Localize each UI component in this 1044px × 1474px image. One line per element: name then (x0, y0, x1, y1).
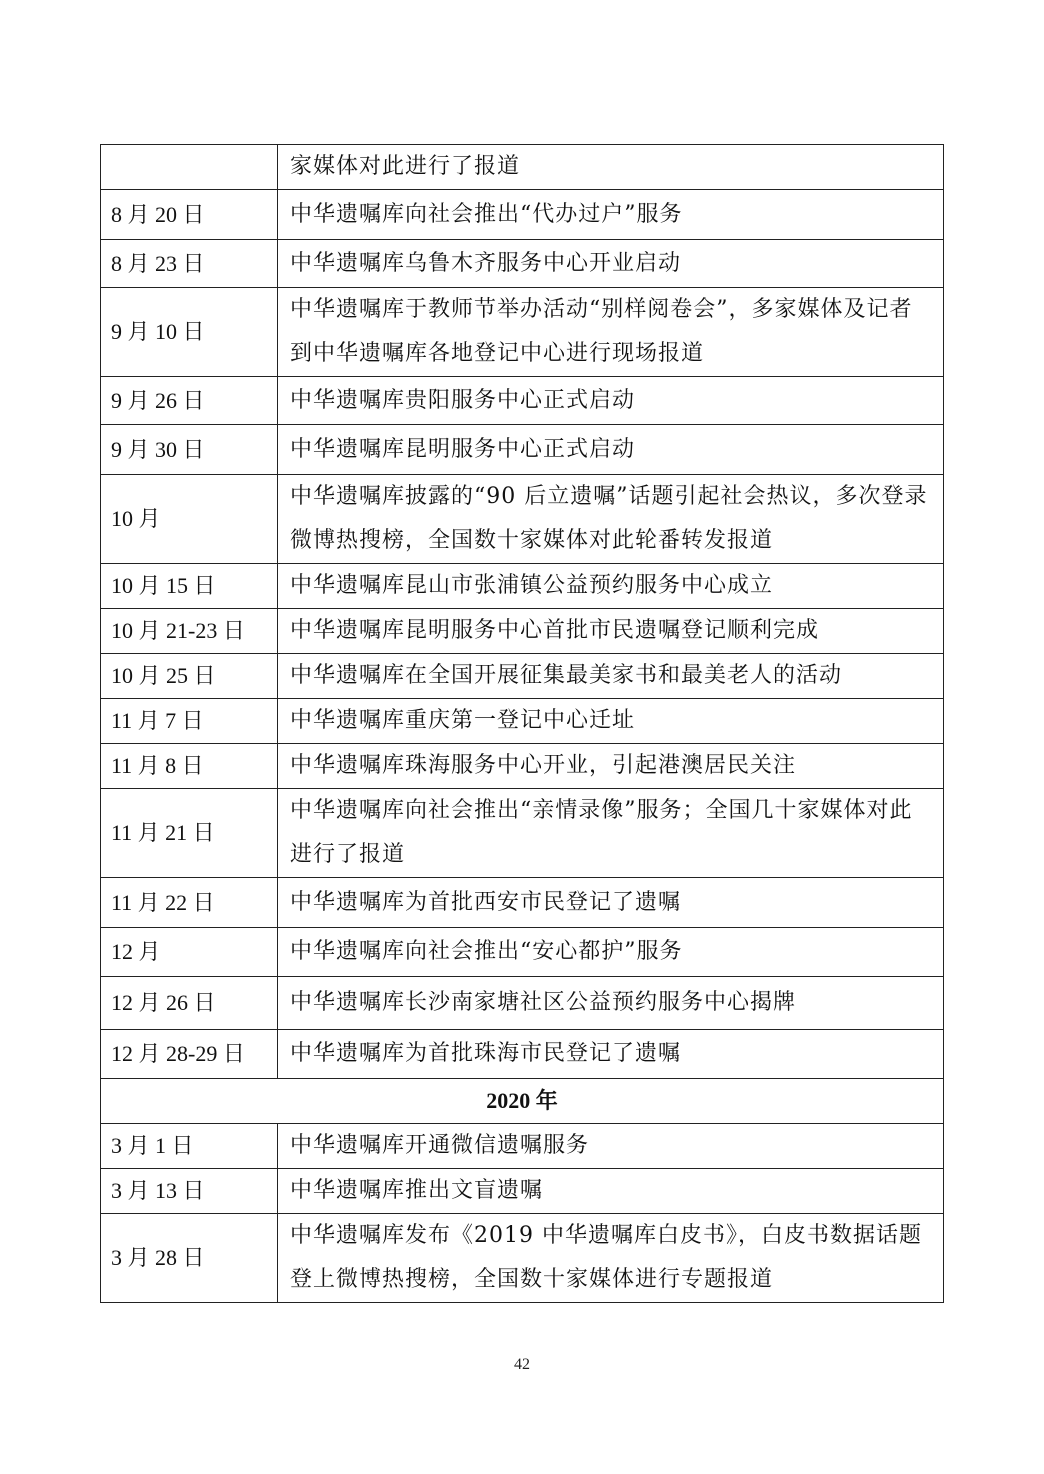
date-cell: 9 月 10 日 (101, 288, 278, 377)
date-cell: 10 月 21-23 日 (101, 609, 278, 654)
date-cell: 3 月 1 日 (101, 1124, 278, 1169)
event-cell: 中华遗嘱库昆山市张浦镇公益预约服务中心成立 (278, 564, 944, 609)
date-cell: 10 月 (101, 475, 278, 564)
date-cell: 11 月 21 日 (101, 789, 278, 878)
table-row (101, 1124, 944, 1169)
event-cell: 中华遗嘱库为首批珠海市民登记了遗嘱 (278, 1030, 944, 1079)
event-cell: 中华遗嘱库贵阳服务中心正式启动 (278, 377, 944, 425)
table-row (101, 564, 944, 609)
table-row (101, 977, 944, 1030)
table-row (101, 878, 944, 928)
event-cell: 中华遗嘱库昆明服务中心首批市民遗嘱登记顺利完成 (278, 609, 944, 654)
event-cell: 中华遗嘱库重庆第一登记中心迁址 (278, 699, 944, 744)
event-cell: 中华遗嘱库乌鲁木齐服务中心开业启动 (278, 240, 944, 288)
date-cell: 12 月 26 日 (101, 977, 278, 1030)
event-cell: 中华遗嘱库披露的“90 后立遗嘱”话题引起社会热议，多次登录微博热搜榜，全国数十家媒体对此轮番转发报道 (278, 475, 944, 564)
page-number: 42 (514, 1356, 530, 1373)
event-cell: 中华遗嘱库向社会推出“亲情录像”服务；全国几十家媒体对此进行了报道 (278, 789, 944, 878)
table-row (101, 744, 944, 789)
date-cell: 11 月 8 日 (101, 744, 278, 789)
table-row (101, 1214, 944, 1303)
event-cell: 中华遗嘱库向社会推出“代办过户”服务 (278, 190, 944, 240)
table-row (101, 1030, 944, 1079)
table-row (101, 699, 944, 744)
table-row (101, 145, 944, 190)
event-cell: 中华遗嘱库长沙南家塘社区公益预约服务中心揭牌 (278, 977, 944, 1030)
table-row (101, 288, 944, 377)
event-cell: 中华遗嘱库向社会推出“安心都护”服务 (278, 928, 944, 977)
date-cell: 9 月 30 日 (101, 425, 278, 475)
date-cell: 8 月 23 日 (101, 240, 278, 288)
timeline-table (100, 144, 944, 1303)
date-cell: 11 月 22 日 (101, 878, 278, 928)
date-cell: 10 月 15 日 (101, 564, 278, 609)
date-cell: 10 月 25 日 (101, 654, 278, 699)
table-row (101, 609, 944, 654)
table-row (101, 1169, 944, 1214)
date-cell (101, 145, 278, 190)
date-cell: 12 月 (101, 928, 278, 977)
table-row (101, 654, 944, 699)
date-cell: 8 月 20 日 (101, 190, 278, 240)
date-cell: 9 月 26 日 (101, 377, 278, 425)
table-row (101, 928, 944, 977)
event-cell: 中华遗嘱库发布《2019 中华遗嘱库白皮书》，白皮书数据话题登上微博热搜榜，全国数十家媒体进行专题报道 (278, 1214, 944, 1303)
event-cell: 中华遗嘱库珠海服务中心开业，引起港澳居民关注 (278, 744, 944, 789)
table-row (101, 789, 944, 878)
date-cell: 12 月 28-29 日 (101, 1030, 278, 1079)
event-cell: 中华遗嘱库开通微信遗嘱服务 (278, 1124, 944, 1169)
table-row (101, 475, 944, 564)
date-cell: 3 月 28 日 (101, 1214, 278, 1303)
year-header-row (101, 1079, 944, 1124)
table-row (101, 190, 944, 240)
event-cell: 中华遗嘱库推出文盲遗嘱 (278, 1169, 944, 1214)
event-cell: 中华遗嘱库为首批西安市民登记了遗嘱 (278, 878, 944, 928)
date-cell: 3 月 13 日 (101, 1169, 278, 1214)
table-row (101, 240, 944, 288)
date-cell: 11 月 7 日 (101, 699, 278, 744)
event-cell: 中华遗嘱库昆明服务中心正式启动 (278, 425, 944, 475)
table-row (101, 377, 944, 425)
event-cell: 中华遗嘱库于教师节举办活动“别样阅卷会”，多家媒体及记者到中华遗嘱库各地登记中心进行现场报道 (278, 288, 944, 377)
event-cell: 家媒体对此进行了报道 (278, 145, 944, 190)
year-header: 2020 年 (101, 1079, 944, 1124)
timeline-table-body (101, 145, 944, 1303)
event-cell: 中华遗嘱库在全国开展征集最美家书和最美老人的活动 (278, 654, 944, 699)
table-row (101, 425, 944, 475)
